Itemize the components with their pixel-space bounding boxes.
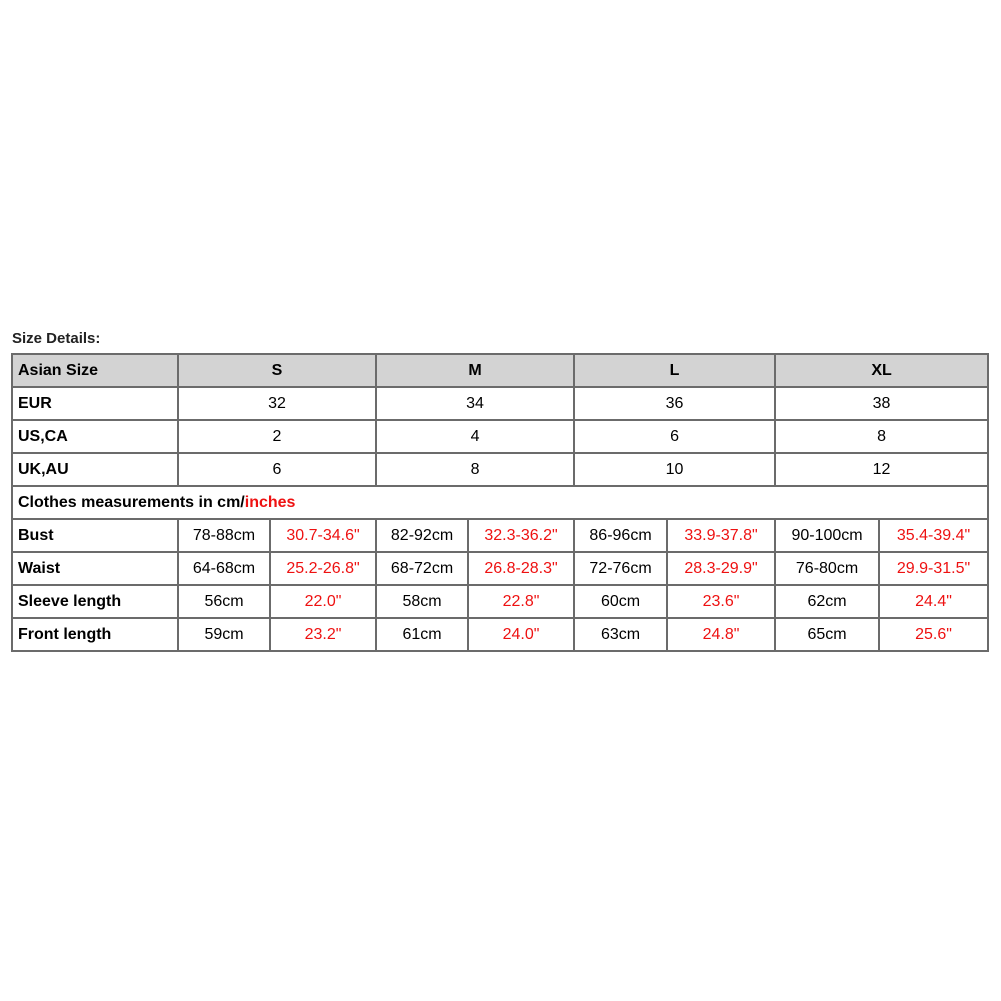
inch-cell: 30.7-34.6" [270,519,376,552]
cm-cell: 65cm [775,618,879,651]
inch-cell: 28.3-29.9" [667,552,775,585]
us-ca-row [12,420,988,453]
cm-cell: 90-100cm [775,519,879,552]
inch-cell: 32.3-36.2" [468,519,574,552]
front-length-row [12,618,988,651]
cm-cell: 58cm [376,585,468,618]
size-l-header: L [574,354,775,387]
measurements-title-prefix: Clothes measurements in cm/ [18,493,245,511]
inch-cell: 22.8" [468,585,574,618]
cm-cell: 64-68cm [178,552,270,585]
cm-cell: 86-96cm [574,519,667,552]
table-cell: 36 [574,387,775,420]
table-cell: 8 [775,420,988,453]
size-chart-table [11,353,989,652]
cm-cell: 59cm [178,618,270,651]
row-label: EUR [12,387,178,420]
measurements-title-inches: inches [244,493,296,511]
table-cell: 38 [775,387,988,420]
cm-cell: 56cm [178,585,270,618]
row-label: Front length [12,618,178,651]
row-label: US,CA [12,420,178,453]
inch-cell: 25.2-26.8" [270,552,376,585]
cm-cell: 62cm [775,585,879,618]
cm-cell: 60cm [574,585,667,618]
table-cell: 32 [178,387,376,420]
inch-cell: 23.6" [667,585,775,618]
bust-row [12,519,988,552]
table-cell: 6 [574,420,775,453]
table-cell: 2 [178,420,376,453]
size-details-caption: Size Details: [12,330,101,347]
header-label: Asian Size [12,354,178,387]
table-cell: 10 [574,453,775,486]
cm-cell: 82-92cm [376,519,468,552]
table-cell: 12 [775,453,988,486]
header-row [12,354,988,387]
eur-row [12,387,988,420]
row-label: Sleeve length [12,585,178,618]
inch-cell: 24.8" [667,618,775,651]
table-cell: 8 [376,453,574,486]
cm-cell: 68-72cm [376,552,468,585]
inch-cell: 23.2" [270,618,376,651]
table-cell: 34 [376,387,574,420]
row-label: Bust [12,519,178,552]
size-m-header: M [376,354,574,387]
inch-cell: 22.0" [270,585,376,618]
inch-cell: 25.6" [879,618,988,651]
cm-cell: 63cm [574,618,667,651]
table-cell: 4 [376,420,574,453]
waist-row [12,552,988,585]
inch-cell: 26.8-28.3" [468,552,574,585]
measurements-title-row [12,486,988,519]
inch-cell: 24.4" [879,585,988,618]
inch-cell: 29.9-31.5" [879,552,988,585]
measurements-title [12,486,988,519]
sleeve-length-row [12,585,988,618]
cm-cell: 61cm [376,618,468,651]
cm-cell: 76-80cm [775,552,879,585]
row-label: Waist [12,552,178,585]
cm-cell: 78-88cm [178,519,270,552]
inch-cell: 35.4-39.4" [879,519,988,552]
uk-au-row [12,453,988,486]
table-cell: 6 [178,453,376,486]
cm-cell: 72-76cm [574,552,667,585]
inch-cell: 24.0" [468,618,574,651]
size-s-header: S [178,354,376,387]
size-xl-header: XL [775,354,988,387]
row-label: UK,AU [12,453,178,486]
inch-cell: 33.9-37.8" [667,519,775,552]
